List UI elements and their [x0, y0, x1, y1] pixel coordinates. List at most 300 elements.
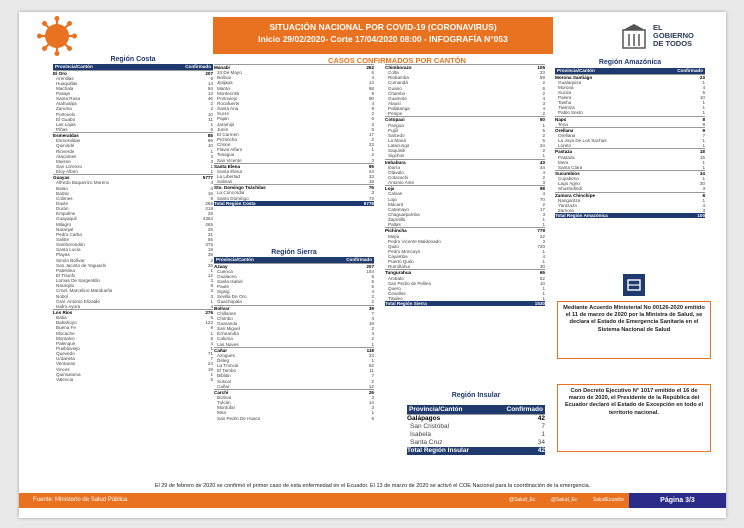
- row-name: Cañar: [214, 347, 228, 353]
- row-name: Rioverde: [56, 148, 75, 154]
- row-count: 33: [368, 173, 374, 179]
- instagram-handle[interactable]: @Salud_Ec: [550, 497, 578, 503]
- row-count: 11: [369, 368, 374, 374]
- row-name: Pallatanga: [388, 106, 410, 112]
- row-count: 6: [210, 335, 213, 341]
- row-count: 4: [210, 180, 213, 186]
- row-name: Milagro: [56, 221, 72, 227]
- row-count: 19: [207, 247, 213, 253]
- row-name: Riobamba: [388, 75, 409, 81]
- row-name: Santa Lucía: [56, 247, 81, 253]
- row-name: Biblián: [217, 373, 231, 379]
- row-count: 6: [542, 85, 545, 91]
- row-count: 3: [371, 190, 374, 196]
- row-name: Salitre: [56, 237, 70, 242]
- row-name: Piñas: [56, 127, 68, 133]
- row-count: 19: [368, 321, 374, 327]
- row-count: 2: [210, 106, 213, 112]
- row-count: 2: [371, 136, 374, 142]
- row-name: Quinsaloma: [56, 371, 81, 377]
- row-name: Cumandá: [388, 80, 408, 86]
- row-count: 5: [371, 126, 374, 132]
- sierra-table-header: Provincia/Cantón Confirmado: [216, 257, 372, 262]
- row-name: Lago Agrio: [558, 181, 580, 187]
- row-count: 268: [205, 201, 213, 207]
- row-name: Guamote: [388, 95, 407, 101]
- row-count: 11: [208, 116, 213, 122]
- row-name: Guaranda: [217, 321, 238, 327]
- row-count: 18: [368, 179, 374, 185]
- row-name: Rocafuerte: [217, 100, 240, 106]
- row-name: Pasaje: [56, 91, 71, 97]
- row-name: Mejía: [388, 233, 400, 239]
- row-count: 68: [368, 85, 374, 91]
- row-count: 44: [368, 168, 374, 174]
- row-name: Chone: [217, 142, 231, 148]
- amazonia-table: [555, 68, 705, 218]
- row-count: 94: [207, 85, 213, 91]
- row-name: Nangaritza: [558, 197, 581, 203]
- row-count: 265: [205, 221, 213, 227]
- row-name: Caluma: [217, 336, 233, 342]
- row-name: Santa Cruz: [410, 439, 443, 446]
- row-name: Pablo Sexto: [558, 110, 583, 116]
- row-count: 29: [207, 211, 213, 217]
- row-count: 276: [205, 309, 213, 315]
- row-name: Sucumbíos: [555, 171, 580, 177]
- row-count: 10: [539, 280, 545, 286]
- row-name: Machala: [56, 85, 74, 91]
- row-count: 1: [210, 330, 213, 336]
- row-count: 90: [368, 95, 374, 101]
- row-name: Imbabura: [385, 159, 406, 165]
- row-name: Daule: [56, 201, 69, 207]
- row-name: Santa Rosa: [56, 96, 81, 102]
- row-name: Loreto: [558, 143, 572, 149]
- row-count: 1: [542, 153, 545, 159]
- region-total-row: [214, 201, 374, 206]
- row-name: Portovelo: [56, 111, 76, 117]
- row-count: 2: [542, 111, 545, 117]
- row-count: 4: [210, 340, 213, 346]
- row-name: Pajan: [217, 116, 229, 122]
- row-count: 39: [368, 305, 374, 311]
- row-count: 1: [542, 259, 545, 265]
- region-sierra-title: Región Sierra: [271, 249, 317, 256]
- row-name: Flavio Alfaro: [217, 147, 243, 153]
- row-count: 76: [368, 185, 374, 191]
- row-count: 105: [537, 65, 545, 70]
- row-name: Penipe: [388, 111, 403, 117]
- row-count: 1530: [534, 301, 545, 307]
- row-name: La Libertad: [217, 173, 240, 179]
- row-name: Naranjal: [56, 226, 74, 232]
- row-name: Paltas: [388, 222, 401, 228]
- row-count: 5777: [202, 175, 213, 181]
- row-count: 12: [207, 272, 213, 278]
- row-name: Naranjito: [56, 283, 75, 289]
- row-count: 46: [207, 96, 213, 102]
- row-count: 8: [702, 121, 705, 127]
- row-count: 24: [207, 361, 213, 367]
- row-name: Mira: [217, 410, 226, 416]
- row-name: Bolívar: [217, 75, 232, 81]
- row-name: Rumiñahui: [388, 264, 410, 270]
- row-name: Sucúa: [558, 89, 572, 95]
- province-row: [407, 414, 545, 423]
- row-count: 2: [371, 336, 374, 342]
- row-name: Palenque: [56, 340, 76, 346]
- row-count: 1: [702, 100, 705, 106]
- region-total-row: [407, 447, 545, 455]
- row-name: Macará: [388, 201, 404, 207]
- row-name: 24 De Mayo: [217, 70, 242, 76]
- row-name: Urdaneta: [56, 356, 75, 362]
- row-count: 1: [210, 121, 213, 127]
- logo-line2: GOBIERNO: [653, 31, 694, 40]
- row-name: Santa Elena: [214, 163, 241, 169]
- row-name: Quinindé: [56, 143, 75, 149]
- row-name: El Triunfo: [56, 272, 76, 278]
- row-count: 1: [542, 296, 545, 302]
- row-name: Huaquillas: [56, 80, 78, 86]
- row-count: 4354: [202, 216, 213, 222]
- government-logo: [619, 20, 719, 60]
- row-name: Chaguarpamba: [388, 211, 420, 217]
- row-count: 1: [702, 105, 705, 111]
- region-total-row: [385, 301, 545, 306]
- row-count: 50: [539, 117, 545, 123]
- row-count: 14: [368, 400, 374, 406]
- row-count: 3: [371, 157, 374, 163]
- row-name: Quero: [388, 285, 401, 291]
- row-name: La Joya De Los Sachas: [558, 138, 607, 144]
- row-count: 14: [207, 80, 213, 86]
- row-name: El Tambo: [217, 368, 237, 374]
- row-name: Eloy Alfaro: [56, 169, 78, 175]
- row-name: Atahualpa: [56, 101, 77, 107]
- row-name: Gral. Antonio Elizalde: [56, 298, 100, 304]
- row-name: Palora: [558, 95, 572, 101]
- row-count: 4: [210, 185, 213, 191]
- row-name: Zapotillo: [388, 217, 406, 223]
- row-count: 42: [537, 415, 545, 422]
- row-name: Guayaquil: [56, 216, 77, 222]
- row-name: Cuyabeno: [558, 176, 579, 182]
- row-name: Tungurahua: [385, 270, 412, 276]
- row-name: Cotacachi: [388, 174, 409, 180]
- row-name: Las Naves: [217, 341, 239, 347]
- row-name: Cañar: [217, 383, 230, 389]
- row-count: 31: [207, 231, 213, 237]
- row-count: 5: [210, 127, 213, 133]
- row-name: San Vicente: [217, 157, 242, 163]
- row-name: Pedro Carbo: [56, 231, 83, 237]
- row-name: Pangua: [388, 122, 404, 128]
- row-count: 7: [541, 423, 545, 430]
- row-count: 22: [539, 233, 545, 239]
- row-name: Cotopaxi: [385, 117, 405, 123]
- insular-table-header: Provincia/Cantón Confirmado: [409, 406, 543, 413]
- row-count: 9: [702, 127, 705, 133]
- row-count: 5: [542, 127, 545, 133]
- row-name: Santo Domingo: [217, 195, 249, 201]
- row-name: La Maná: [388, 137, 406, 143]
- row-count: 5: [702, 89, 705, 95]
- row-count: 1: [702, 143, 705, 149]
- row-count: 779: [537, 228, 545, 234]
- row-count: 16: [207, 190, 213, 196]
- row-name: Puerto Quito: [388, 259, 414, 265]
- row-count: 34: [539, 164, 545, 170]
- row-name: Azuay: [214, 263, 228, 269]
- row-name: Quevedo: [56, 351, 75, 357]
- row-name: Yantzaza: [558, 202, 577, 208]
- row-name: Tulcán: [217, 400, 231, 406]
- row-count: 9: [210, 325, 213, 331]
- row-count: 4: [371, 331, 374, 337]
- row-name: Muisne: [56, 158, 71, 164]
- row-name: Zaruma: [56, 106, 72, 112]
- row-count: 1: [702, 138, 705, 144]
- row-name: Vinces: [56, 366, 70, 372]
- row-count: 70: [539, 196, 545, 202]
- row-name: Otavalo: [388, 169, 404, 175]
- row-name: Colta: [388, 70, 399, 76]
- row-name: Shushufindi: [558, 186, 583, 192]
- row-count: 4: [371, 75, 374, 81]
- row-count: 6: [210, 315, 213, 321]
- row-name: Puebloviejo: [56, 345, 80, 351]
- row-count: 9: [371, 90, 374, 96]
- row-name: Playas: [56, 252, 70, 258]
- row-name: Empalme: [56, 211, 76, 217]
- row-count: 2: [542, 90, 545, 96]
- row-count: 2: [210, 101, 213, 107]
- row-count: 1: [210, 148, 213, 154]
- row-count: 66: [207, 138, 213, 144]
- facebook-handle[interactable]: SaludEcuador: [592, 497, 625, 503]
- row-name: Lomas De Sargentillo: [56, 278, 100, 284]
- canton-row: [214, 416, 374, 421]
- row-count: 59: [539, 75, 545, 81]
- row-name: Sevilla De Oro: [217, 294, 247, 300]
- row-count: 207: [205, 70, 213, 76]
- row-name: Cuenca: [217, 268, 233, 274]
- row-name: Balzar: [56, 190, 70, 196]
- row-count: 4: [542, 254, 545, 260]
- row-name: Guayas: [53, 175, 70, 181]
- row-name: Tisaleo: [388, 296, 403, 302]
- region-insular-title: Región Insular: [451, 392, 501, 399]
- canton-row: [53, 377, 213, 382]
- row-count: 3: [542, 100, 545, 106]
- row-name: Buena Fe: [56, 325, 76, 331]
- row-name: Total Región Insular: [407, 447, 469, 454]
- row-name: Gualaceo: [217, 273, 237, 279]
- row-count: 8: [210, 195, 213, 201]
- row-name: Gualaquiza: [558, 79, 582, 85]
- row-count: 1: [371, 410, 374, 416]
- row-count: 184: [366, 268, 374, 274]
- footer-bar: [19, 493, 726, 508]
- row-count: 9: [210, 75, 213, 81]
- row-count: 8: [702, 192, 705, 198]
- row-count: 6: [371, 116, 374, 122]
- row-name: Total Región Costa: [214, 200, 256, 206]
- row-name: Bolívar: [214, 305, 230, 311]
- costa-table-a: [53, 64, 213, 382]
- row-name: Calvas: [388, 191, 403, 197]
- row-name: Suscal: [217, 378, 231, 384]
- row-count: 3: [371, 405, 374, 411]
- row-name: Pastaza: [555, 149, 573, 155]
- row-name: Saquisilí: [388, 148, 406, 154]
- logo-line3: DE TODOS: [653, 39, 693, 48]
- row-name: San Lorenzo: [56, 164, 83, 170]
- row-name: Chambo: [388, 90, 406, 96]
- row-name: Loja: [385, 186, 395, 192]
- row-name: Zamora Chinchipe: [555, 192, 596, 198]
- row-name: El Carmen: [217, 131, 239, 137]
- row-name: Latacunga: [388, 143, 410, 149]
- canton-row: [407, 439, 545, 447]
- row-count: 3: [210, 278, 213, 284]
- page-number: Página 3/3: [629, 493, 726, 508]
- row-name: Manabí: [214, 65, 230, 70]
- row-name: Déleg: [217, 358, 230, 364]
- row-name: Taisha: [558, 100, 572, 106]
- row-count: 4: [542, 95, 545, 101]
- row-name: Sigsig: [217, 289, 230, 295]
- row-count: 43: [539, 159, 545, 165]
- row-count: 262: [366, 65, 374, 70]
- insular-table: [407, 405, 545, 455]
- header-title: SITUACIÓN NACIONAL POR COVID-19 (CORONAVIRUS): [269, 22, 497, 32]
- row-name: San Cristóbal: [410, 423, 450, 430]
- row-count: 2: [542, 148, 545, 154]
- row-name: Alfredo Baquerizo Moreno: [56, 180, 110, 186]
- row-name: Bolívar: [217, 395, 232, 401]
- row-name: Total Región Sierra: [385, 301, 427, 307]
- row-name: Pastaza: [558, 154, 575, 160]
- row-name: Balao: [56, 185, 68, 191]
- row-name: Paute: [217, 284, 230, 290]
- row-count: 1: [542, 217, 545, 223]
- row-name: Napo: [555, 116, 567, 122]
- row-name: Sigchos: [388, 153, 405, 159]
- amazonia-table-header: Provincia/Cantón Confirmado: [557, 68, 703, 73]
- row-count: 6: [371, 70, 374, 76]
- row-count: 13: [207, 91, 213, 97]
- row-count: 2: [371, 294, 374, 300]
- row-count: 1: [702, 176, 705, 182]
- row-name: El Oro: [53, 70, 67, 76]
- row-count: 3: [542, 238, 545, 244]
- row-name: Salcedo: [388, 132, 405, 138]
- row-count: 375: [205, 242, 213, 248]
- row-name: Montúfar: [217, 405, 236, 411]
- row-name: Chimbo: [217, 315, 233, 321]
- row-name: Orellana: [555, 127, 574, 133]
- row-name: Morona Santiago: [555, 74, 593, 80]
- row-name: Isabela: [410, 431, 431, 438]
- row-count: 1: [542, 291, 545, 297]
- row-name: Ambato: [388, 275, 404, 281]
- row-count: 4: [542, 106, 545, 112]
- row-count: 3: [371, 121, 374, 127]
- row-count: 720: [537, 243, 545, 249]
- row-count: 1: [541, 431, 545, 438]
- row-count: 1: [210, 345, 213, 351]
- row-name: Chillanes: [217, 310, 236, 316]
- row-name: Jaramijó: [217, 121, 235, 127]
- row-count: 5: [210, 376, 213, 382]
- row-name: La Concordia: [217, 190, 245, 196]
- row-name: Ibarra: [388, 164, 401, 170]
- row-name: Pedro Moncayo: [388, 248, 421, 254]
- row-name: Echeandía: [217, 331, 239, 337]
- row-count: 8: [371, 106, 374, 112]
- row-name: Tosagua: [217, 152, 235, 158]
- row-name: Crnel. Marcelino Maridueña: [56, 288, 113, 294]
- row-count: 2: [542, 80, 545, 86]
- row-name: Morona: [558, 84, 574, 90]
- row-count: 7: [371, 310, 374, 316]
- row-count: 85: [207, 133, 213, 139]
- footnote: El 29 de febrero de 2020 se confirmó el primer caso de esta enfermedad en el Ecuador. El 13 de marzo de 2020 se activó el COE Nacional para la coordinación de la emergencia.: [154, 483, 591, 489]
- row-name: Montalvo: [56, 335, 75, 341]
- row-count: 8: [210, 283, 213, 289]
- row-name: Colimes: [56, 195, 73, 201]
- row-count: 2: [371, 152, 374, 158]
- row-name: Pichincha: [385, 228, 407, 234]
- row-name: Las Lajas: [56, 121, 76, 127]
- row-count: 34: [539, 143, 545, 149]
- row-count: 3: [542, 180, 545, 186]
- row-count: 26: [368, 389, 374, 395]
- row-name: Quito: [388, 243, 399, 249]
- row-count: 1: [702, 159, 705, 165]
- row-count: 7: [371, 373, 374, 379]
- row-name: Azogues: [217, 352, 235, 358]
- row-count: 3: [210, 158, 213, 164]
- row-name: Santa Isabel: [217, 278, 243, 284]
- row-count: 4: [702, 84, 705, 90]
- row-name: Pichincha: [217, 136, 237, 142]
- row-count: 122: [205, 320, 213, 326]
- row-count: 23: [539, 70, 545, 76]
- twitter-handle[interactable]: @Salud_Ec: [509, 497, 536, 503]
- row-name: Galápagos: [407, 415, 441, 422]
- row-count: 4: [371, 100, 374, 106]
- costa-table-header: Provincia/Cantón Confirmado: [55, 64, 211, 69]
- row-name: Pujilí: [388, 127, 398, 133]
- row-count: 18: [699, 149, 705, 155]
- row-count: 12: [368, 383, 374, 389]
- row-count: 35: [207, 252, 213, 258]
- row-name: Orellana: [558, 133, 576, 139]
- row-count: 1: [542, 122, 545, 128]
- row-count: 4: [542, 169, 545, 175]
- region-amazonica-title: Región Amazónica: [598, 59, 662, 66]
- row-name: San Jacinto de Yaguachi: [56, 262, 107, 268]
- row-name: Pedro Vicente Maldonado: [388, 238, 441, 244]
- row-count: 4: [371, 315, 374, 321]
- row-name: Carchi: [214, 389, 229, 395]
- row-count: 1: [702, 79, 705, 85]
- row-count: 4: [371, 289, 374, 295]
